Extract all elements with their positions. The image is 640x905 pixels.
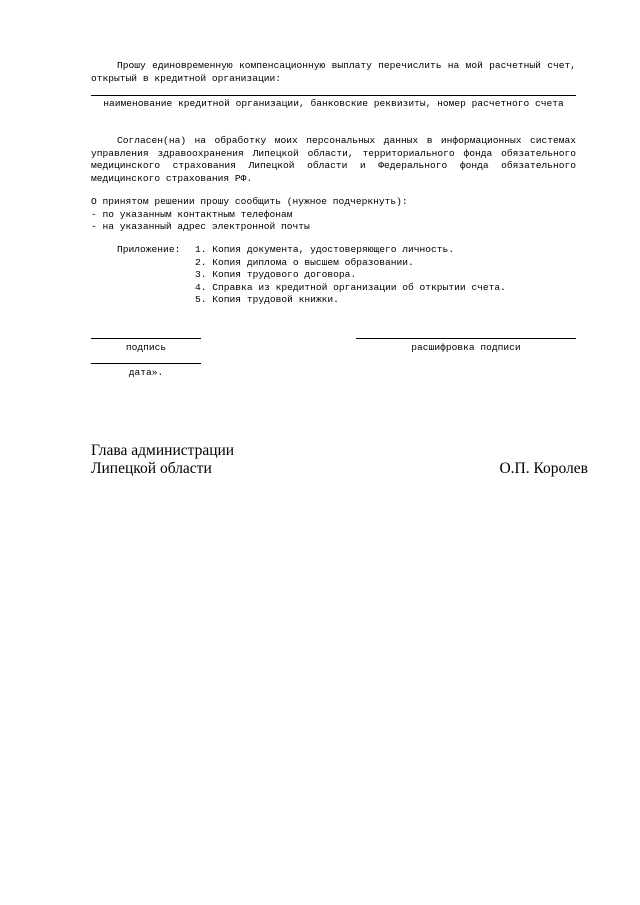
attachments-list [195, 244, 506, 307]
signature-decoding-line [356, 338, 576, 339]
bank-details-caption: наименование кредитной организации, банковские реквизиты, номер расчетного счета [103, 98, 564, 109]
attachment-item: 5. Копия трудовой книжки. [195, 294, 339, 306]
attachment-item: 4. Справка из кредитной организации об открытии счета. [195, 281, 506, 293]
signature-decoding-caption: расшифровка подписи [411, 342, 521, 353]
bank-details-line [91, 95, 576, 96]
payment-request-text: Прошу единовременную компенсационную выплату перечислить на мой расчетный счет, открытый в кредитной организации: [91, 60, 576, 84]
signature-caption: подпись [125, 342, 167, 353]
official-position-line-2: Липецкой области [91, 460, 212, 477]
consent-paragraph [91, 135, 576, 185]
notification-heading: О принятом решении прошу сообщить (нужное подчеркнуть): [91, 196, 408, 207]
attachments-label: Приложение: [117, 244, 181, 255]
attachment-item: 2. Копия диплома о высшем образовании. [195, 256, 414, 268]
consent-text: Согласен(на) на обработку моих персональных данных в информационных системах управления здравоохранения Липецкой области, территориального фонда обязательного медицинского страхования Липецкой области и Федерального фонда обязательного медицинского страхования РФ. [91, 135, 576, 184]
attachment-item: 1. Копия документа, удостоверяющего личность. [195, 244, 455, 255]
signature-line [91, 338, 201, 339]
official-position-line-1: Глава администрации [91, 442, 235, 459]
notification-option-email: - на указанный адрес электронной почты [91, 221, 310, 233]
date-caption: дата». [128, 367, 164, 378]
official-name: О.П. Королев [499, 460, 588, 477]
payment-request-paragraph [91, 60, 576, 85]
attachment-item: 3. Копия трудового договора. [195, 269, 357, 281]
date-line [91, 363, 201, 364]
notification-option-phone: - по указанным контактным телефонам [91, 208, 293, 220]
notification-block [91, 196, 576, 234]
